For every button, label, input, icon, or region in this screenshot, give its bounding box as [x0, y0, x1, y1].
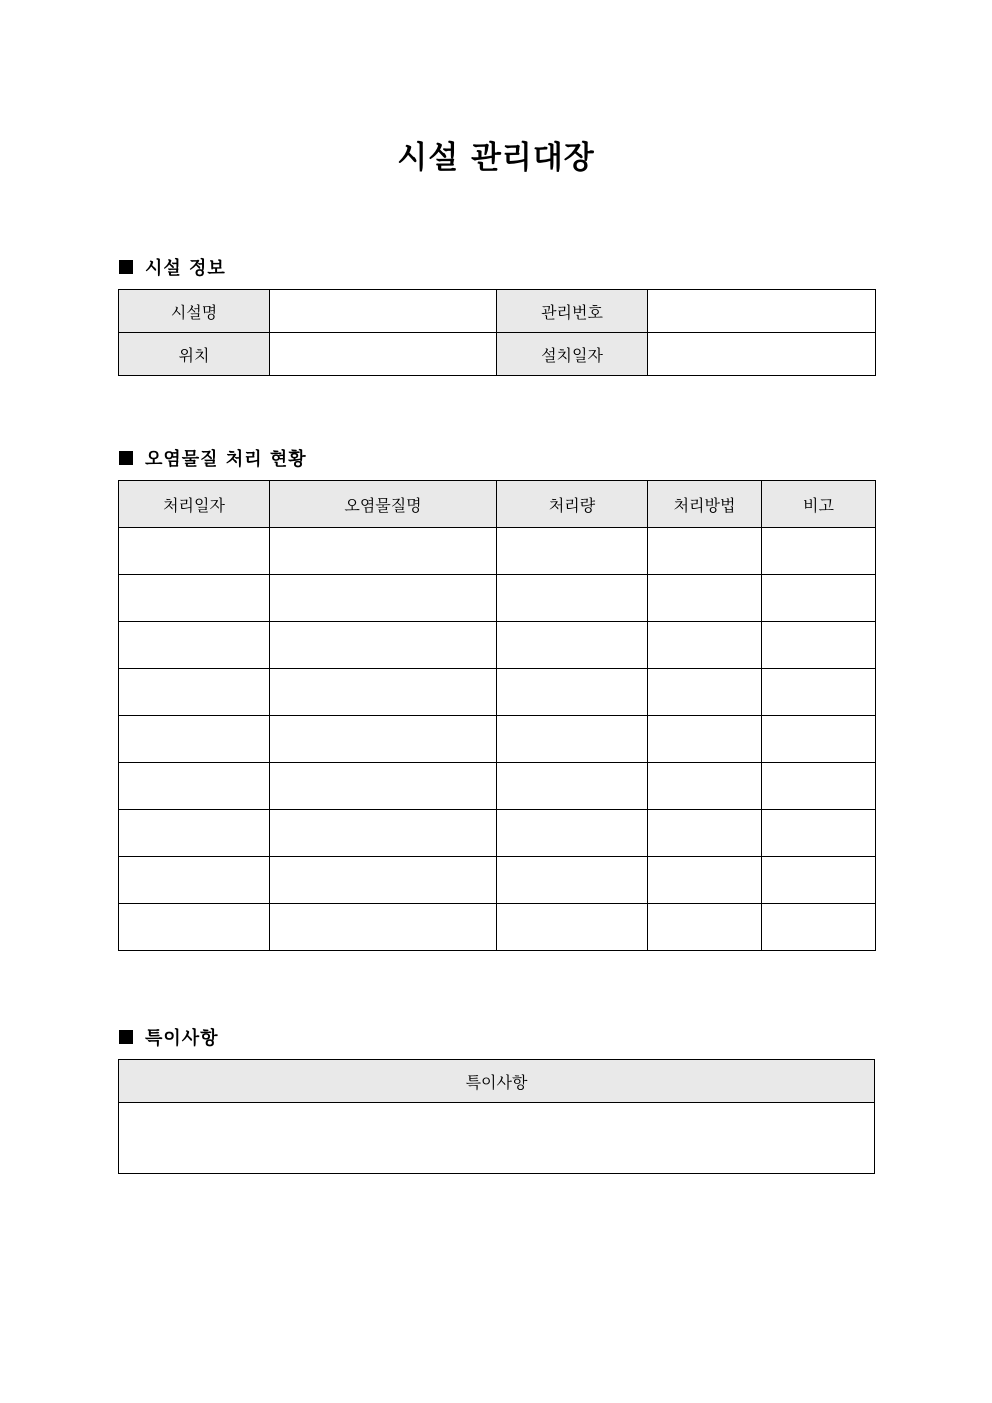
treatment-method-cell[interactable]	[648, 669, 762, 716]
remarks-cell[interactable]	[762, 575, 876, 622]
remarks-cell[interactable]	[762, 528, 876, 575]
pollutant-name-cell[interactable]	[270, 575, 497, 622]
treatment-amount-cell[interactable]	[497, 669, 648, 716]
remarks-table	[118, 1059, 875, 1174]
treatment-amount-cell[interactable]	[497, 810, 648, 857]
square-bullet-icon	[119, 1030, 133, 1044]
treatment-date-cell[interactable]	[119, 716, 270, 763]
treatment-amount-cell[interactable]	[497, 575, 648, 622]
remarks-cell[interactable]	[762, 857, 876, 904]
section-title: 시설 정보	[145, 258, 226, 279]
facility-info-table	[118, 289, 876, 376]
column-header-treatment-amount: 처리량	[497, 481, 648, 528]
remarks-cell[interactable]	[762, 622, 876, 669]
treatment-date-cell[interactable]	[119, 575, 270, 622]
column-header-remarks: 비고	[762, 481, 876, 528]
remarks-cell[interactable]	[762, 904, 876, 951]
remarks-header: 특이사항	[119, 1060, 875, 1103]
treatment-date-cell[interactable]	[119, 763, 270, 810]
treatment-date-cell[interactable]	[119, 622, 270, 669]
table-header-row	[119, 1060, 875, 1103]
treatment-amount-cell[interactable]	[497, 622, 648, 669]
label-install-date: 설치일자	[497, 333, 648, 376]
table-row	[119, 290, 876, 333]
pollutant-name-cell[interactable]	[270, 622, 497, 669]
table-row	[119, 1103, 875, 1174]
remarks-cell[interactable]	[762, 716, 876, 763]
treatment-method-cell[interactable]	[648, 528, 762, 575]
pollutant-name-cell[interactable]	[270, 763, 497, 810]
management-number-field[interactable]	[648, 290, 876, 333]
treatment-method-cell[interactable]	[648, 810, 762, 857]
table-row	[119, 575, 876, 622]
treatment-method-cell[interactable]	[648, 857, 762, 904]
section-title: 오염물질 처리 현황	[145, 449, 307, 470]
treatment-date-cell[interactable]	[119, 810, 270, 857]
square-bullet-icon	[119, 260, 133, 274]
label-facility-name: 시설명	[119, 290, 270, 333]
treatment-amount-cell[interactable]	[497, 904, 648, 951]
column-header-treatment-method: 처리방법	[648, 481, 762, 528]
table-row	[119, 528, 876, 575]
treatment-amount-cell[interactable]	[497, 763, 648, 810]
table-row	[119, 857, 876, 904]
pollutant-name-cell[interactable]	[270, 716, 497, 763]
treatment-date-cell[interactable]	[119, 904, 270, 951]
treatment-method-cell[interactable]	[648, 763, 762, 810]
table-row	[119, 333, 876, 376]
table-row	[119, 810, 876, 857]
remarks-cell[interactable]	[762, 810, 876, 857]
install-date-field[interactable]	[648, 333, 876, 376]
table-row	[119, 763, 876, 810]
remarks-content-field[interactable]	[119, 1103, 875, 1174]
pollutant-name-cell[interactable]	[270, 528, 497, 575]
section-heading-pollutant-treatment	[119, 445, 307, 471]
pollutant-name-cell[interactable]	[270, 669, 497, 716]
treatment-method-cell[interactable]	[648, 904, 762, 951]
table-body	[119, 528, 876, 951]
label-location: 위치	[119, 333, 270, 376]
treatment-date-cell[interactable]	[119, 669, 270, 716]
treatment-method-cell[interactable]	[648, 622, 762, 669]
treatment-amount-cell[interactable]	[497, 716, 648, 763]
section-title: 특이사항	[145, 1028, 219, 1049]
facility-name-field[interactable]	[270, 290, 497, 333]
document-title: 시설 관리대장	[397, 140, 595, 176]
treatment-date-cell[interactable]	[119, 528, 270, 575]
treatment-method-cell[interactable]	[648, 716, 762, 763]
remarks-cell[interactable]	[762, 763, 876, 810]
pollutant-name-cell[interactable]	[270, 857, 497, 904]
pollutant-name-cell[interactable]	[270, 810, 497, 857]
table-header-row	[119, 481, 876, 528]
table-row	[119, 716, 876, 763]
remarks-cell[interactable]	[762, 669, 876, 716]
treatment-amount-cell[interactable]	[497, 857, 648, 904]
column-header-treatment-date: 처리일자	[119, 481, 270, 528]
square-bullet-icon	[119, 451, 133, 465]
table-row	[119, 904, 876, 951]
table-row	[119, 622, 876, 669]
section-heading-remarks	[119, 1024, 219, 1050]
section-heading-facility-info	[119, 254, 226, 280]
location-field[interactable]	[270, 333, 497, 376]
table-row	[119, 669, 876, 716]
treatment-method-cell[interactable]	[648, 575, 762, 622]
pollutant-treatment-table	[118, 480, 876, 951]
treatment-amount-cell[interactable]	[497, 528, 648, 575]
label-management-number: 관리번호	[497, 290, 648, 333]
treatment-date-cell[interactable]	[119, 857, 270, 904]
column-header-pollutant-name: 오염물질명	[270, 481, 497, 528]
pollutant-name-cell[interactable]	[270, 904, 497, 951]
